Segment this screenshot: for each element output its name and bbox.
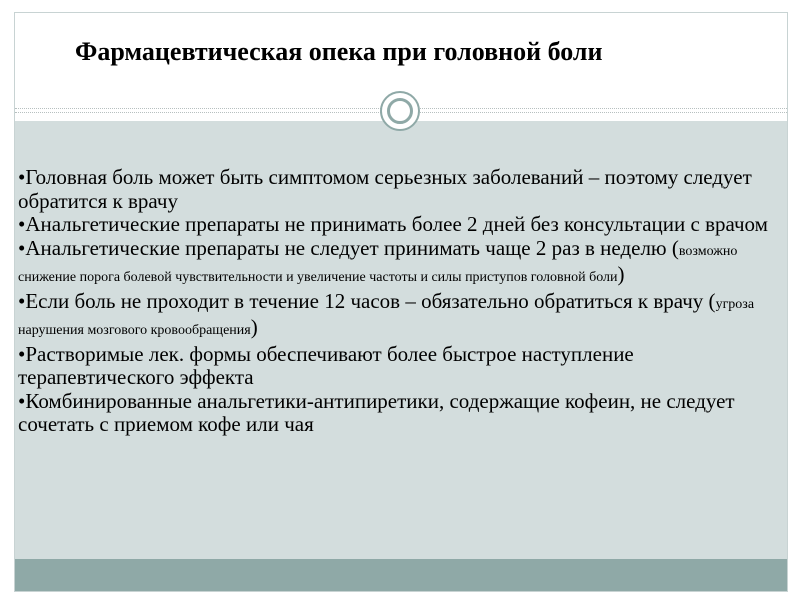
bullet-item-6 [18,390,768,437]
bullet-text: Анальгетические препараты не следует принимать чаще 2 раз в неделю ( [25,235,679,260]
bullet-close: ) [250,315,258,339]
bullet-marker: • [18,341,26,366]
bullet-text: Если боль не проходит в течение 12 часов – обязательно обратиться к врачу ( [25,288,716,313]
bullet-item-3 [18,237,768,290]
bullet-marker: • [18,388,26,413]
bullet-note: угроза нарушения мозгового кровообращения [18,296,755,338]
bullet-item-4 [18,290,768,343]
slide-title: Фармацевтическая опека при головной боли [75,37,603,66]
bullet-marker: • [18,212,26,236]
bullet-text: Головная боль может быть симптомом серьезных заболеваний – поэтому следует обратится к врачу [18,165,752,213]
bullet-marker: • [18,288,26,313]
bullet-note: возможно снижение порога болевой чувствительности и увеличение частоты и силы приступов головной боли [18,243,738,285]
bullet-marker: • [18,165,26,189]
bullet-item-2 [18,213,768,237]
bullet-text: Растворимые лек. формы обеспечивают более быстрое наступление терапевтического эффекта [18,341,634,389]
bullet-list [18,166,768,437]
bullet-text: Комбинированные анальгетики-антипиретики, содержащие кофеин, не следует сочетать с приемом кофе или чая [18,388,735,436]
bullet-marker: • [18,235,26,260]
bottom-band [15,559,787,591]
ring-icon-inner [387,98,413,124]
ring-icon [380,91,420,131]
bullet-item-1 [18,166,768,213]
bullet-close: ) [617,262,625,286]
bullet-item-5 [18,343,768,390]
bullet-text: Анальгетические препараты не принимать более 2 дней без консультации с врачом [25,212,768,236]
